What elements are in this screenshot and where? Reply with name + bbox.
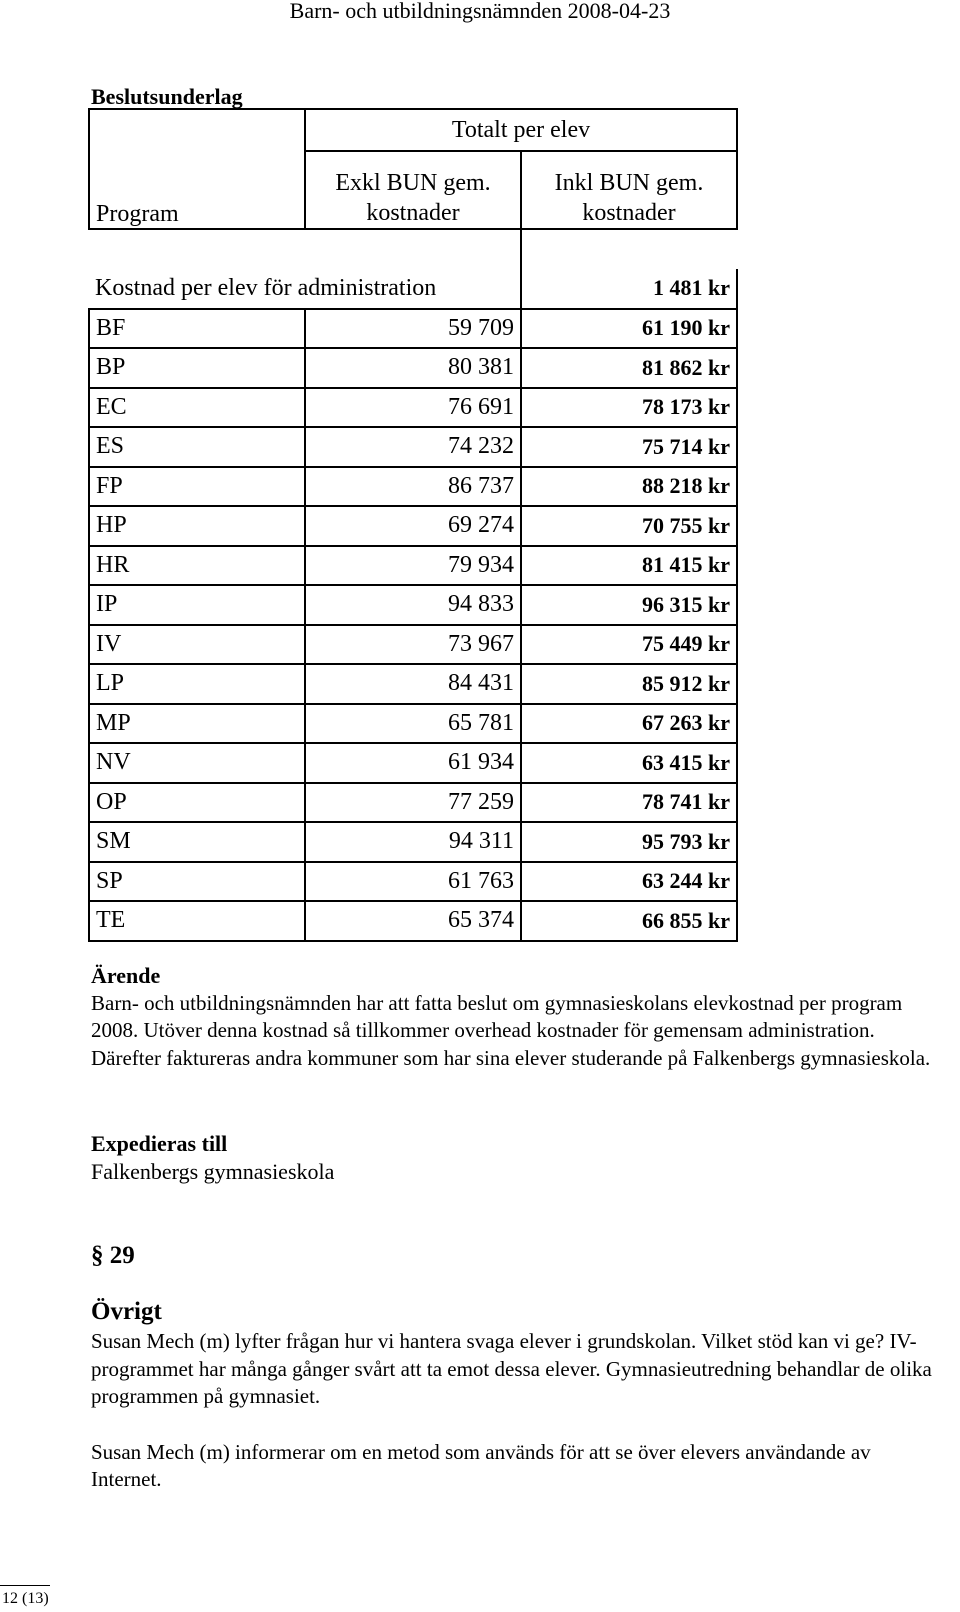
program-cell: NV	[89, 743, 305, 783]
excl-cell: 73 967	[305, 625, 521, 665]
group-header: Totalt per elev	[305, 109, 737, 151]
table-row	[89, 822, 737, 862]
table-row	[89, 388, 737, 428]
incl-cell: 95 793 kr	[521, 822, 737, 862]
col-excl-header: Exkl BUN gem. kostnader	[305, 151, 521, 229]
other-body-1: Susan Mech (m) lyfter frågan hur vi hantera svaga elever i grundskolan. Vilket stöd kan vi ge? IV-programmet har många gånger svårt att ta emot dessa elever. Gymnasieutredning behandlar de olika programmen på gymnasiet.	[91, 1329, 932, 1408]
table-row	[89, 467, 737, 507]
excl-cell: 86 737	[305, 467, 521, 507]
incl-cell: 81 415 kr	[521, 546, 737, 586]
matter-heading: Ärende	[91, 963, 161, 988]
incl-cell: 81 862 kr	[521, 348, 737, 388]
program-cell: SM	[89, 822, 305, 862]
cost-table	[88, 108, 738, 942]
program-cell: HR	[89, 546, 305, 586]
program-cell: BP	[89, 348, 305, 388]
program-cell: SP	[89, 862, 305, 902]
table-row	[89, 664, 737, 704]
excl-cell: 65 374	[305, 901, 521, 941]
col-program-header: Program	[89, 151, 305, 229]
incl-cell: 70 755 kr	[521, 506, 737, 546]
program-cell: EC	[89, 388, 305, 428]
table-row	[89, 862, 737, 902]
incl-cell: 66 855 kr	[521, 901, 737, 941]
incl-cell: 78 173 kr	[521, 388, 737, 428]
program-cell: LP	[89, 664, 305, 704]
program-cell: IV	[89, 625, 305, 665]
dispatch-body: Falkenbergs gymnasieskola	[91, 1158, 335, 1184]
excl-cell: 74 232	[305, 427, 521, 467]
table-row	[89, 546, 737, 586]
basis-heading: Beslutsunderlag	[91, 84, 243, 109]
program-cell: FP	[89, 467, 305, 507]
incl-cell: 96 315 kr	[521, 585, 737, 625]
program-cell: OP	[89, 783, 305, 823]
incl-cell: 88 218 kr	[521, 467, 737, 507]
spacer-right	[521, 229, 737, 269]
admin-label: Kostnad per elev för administration	[89, 269, 521, 309]
col-incl-header: Inkl BUN gem. kostnader	[521, 151, 737, 229]
table-row	[89, 625, 737, 665]
matter-body: Barn- och utbildningsnämnden har att fatta beslut om gymnasieskolans elevkostnad per program 2008. Utöver denna kostnad så tillkommer overhead kostnader för gemensam administration. Därefter faktureras andra kommuner som har sina elever studerande på Falkenbergs gymnasieskola.	[91, 990, 931, 1070]
excl-cell: 65 781	[305, 704, 521, 744]
excl-cell: 94 833	[305, 585, 521, 625]
table-row	[89, 704, 737, 744]
incl-cell: 78 741 kr	[521, 783, 737, 823]
incl-cell: 67 263 kr	[521, 704, 737, 744]
excl-cell: 94 311	[305, 822, 521, 862]
incl-cell: 75 449 kr	[521, 625, 737, 665]
program-cell: BF	[89, 309, 305, 349]
page-number: 12 (13)	[2, 1590, 49, 1607]
program-cell: IP	[89, 585, 305, 625]
excl-cell: 79 934	[305, 546, 521, 586]
footer-rule	[0, 1585, 50, 1586]
program-cell: MP	[89, 704, 305, 744]
excl-cell: 77 259	[305, 783, 521, 823]
table-row	[89, 783, 737, 823]
excl-cell: 61 934	[305, 743, 521, 783]
excl-cell: 84 431	[305, 664, 521, 704]
admin-value: 1 481 kr	[521, 269, 737, 309]
excl-cell: 76 691	[305, 388, 521, 428]
other-body-2: Susan Mech (m) informerar om en metod som används för att se över elevers användande av Internet.	[91, 1439, 871, 1491]
dispatch-section	[91, 1130, 941, 1185]
spacer-left	[89, 229, 521, 269]
program-cell: TE	[89, 901, 305, 941]
table-row	[89, 743, 737, 783]
incl-cell: 61 190 kr	[521, 309, 737, 349]
table-row	[89, 309, 737, 349]
paragraph-number: § 29	[91, 1242, 135, 1269]
table-row	[89, 427, 737, 467]
incl-cell: 63 415 kr	[521, 743, 737, 783]
excl-cell: 59 709	[305, 309, 521, 349]
paragraph-29-section	[91, 1240, 941, 1494]
table-row	[89, 585, 737, 625]
program-cell: HP	[89, 506, 305, 546]
program-cell: ES	[89, 427, 305, 467]
incl-cell: 63 244 kr	[521, 862, 737, 902]
table-row	[89, 901, 737, 941]
excl-cell: 69 274	[305, 506, 521, 546]
matter-section	[91, 962, 941, 1072]
other-heading: Övrigt	[91, 1298, 162, 1325]
page-header: Barn- och utbildningsnämnden 2008-04-23	[289, 0, 671, 23]
table-row	[89, 506, 737, 546]
incl-cell: 85 912 kr	[521, 664, 737, 704]
header-blank	[89, 109, 305, 151]
excl-cell: 80 381	[305, 348, 521, 388]
table-row	[89, 348, 737, 388]
excl-cell: 61 763	[305, 862, 521, 902]
incl-cell: 75 714 kr	[521, 427, 737, 467]
dispatch-heading: Expedieras till	[91, 1131, 228, 1156]
